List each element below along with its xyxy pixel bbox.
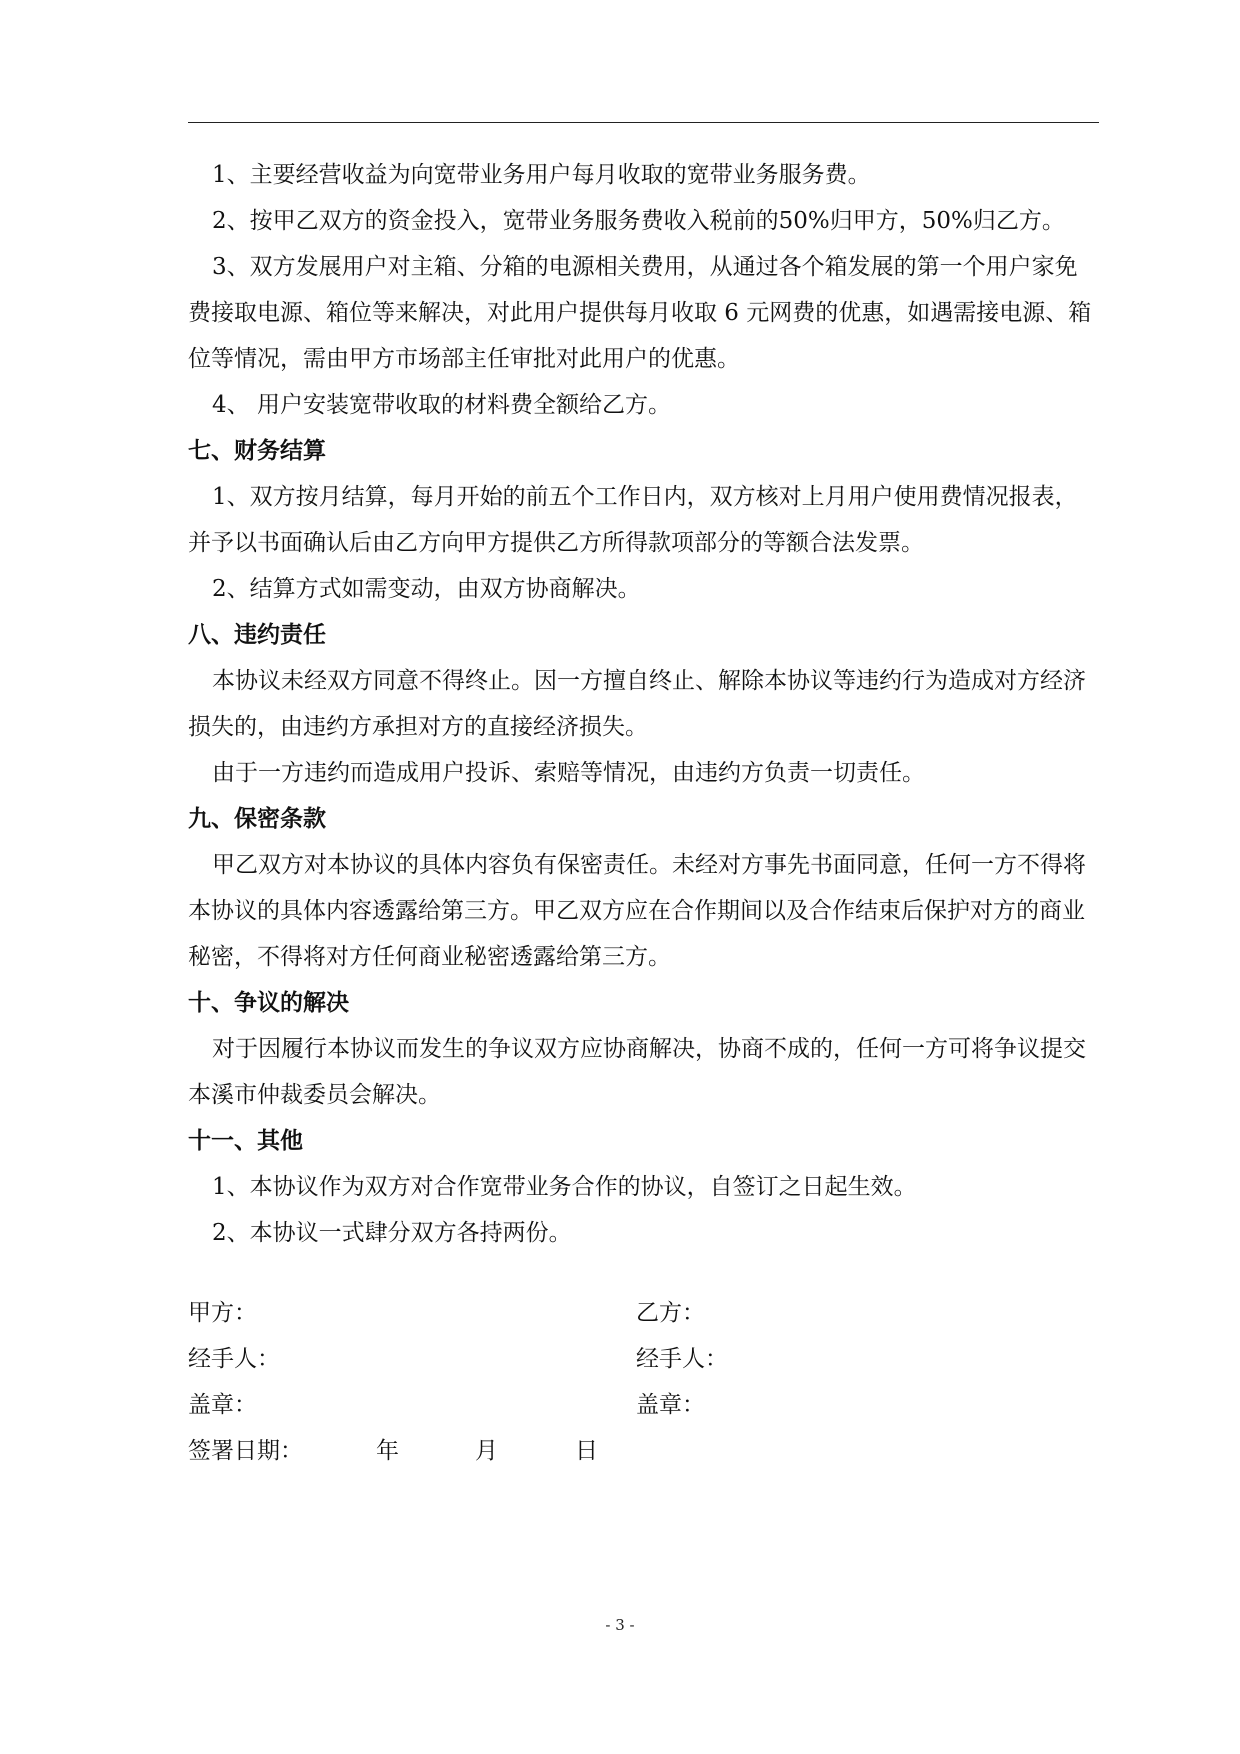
signature-row-seal (188, 1382, 1099, 1428)
page-number: - 3 - (605, 1616, 635, 1634)
revenue-item-4: 4、 用户安装宽带收取的材料费全额给乙方。 (212, 392, 671, 418)
section-heading-confidentiality: 九、保密条款 (188, 806, 326, 832)
date-month: 月 (475, 1438, 498, 1464)
handler-b-label: 经手人： (636, 1346, 728, 1372)
date-year: 年 (376, 1438, 399, 1464)
breach-item-2: 由于一方违约而造成用户投诉、索赔等情况，由违约方负责一切责任。 (212, 760, 925, 786)
revenue-item-3: 3、双方发展用户对主箱、分箱的电源相关费用，从通过各个箱发展的第一个用户家免费接取电源、箱位等来解决，对此用户提供每月收取 6 元网费的优惠，如遇需接电源、箱位等情况，需由甲方市场部主任审批对此用户的优惠。 (188, 254, 1092, 372)
date-label: 签署日期： (188, 1438, 303, 1464)
signature-row-handler (188, 1336, 1099, 1382)
other-item-2: 2、本协议一式肆分双方各持两份。 (212, 1220, 572, 1246)
confidentiality-item-1: 甲乙双方对本协议的具体内容负有保密责任。未经对方事先书面同意，任何一方不得将本协议的具体内容透露给第三方。甲乙双方应在合作期间以及合作结束后保护对方的商业秘密，不得将对方任何商业秘密透露给第三方。 (188, 852, 1086, 970)
breach-item-1: 本协议未经双方同意不得终止。因一方擅自终止、解除本协议等违约行为造成对方经济损失的，由违约方承担对方的直接经济损失。 (188, 668, 1086, 740)
party-a-label: 甲方： (188, 1300, 257, 1326)
signature-date-row (188, 1428, 1099, 1474)
finance-item-2: 2、结算方式如需变动，由双方协商解决。 (212, 576, 641, 602)
party-b-label: 乙方： (636, 1300, 705, 1326)
revenue-item-2: 2、按甲乙双方的资金投入，宽带业务服务费收入税前的50%归甲方，50%归乙方。 (212, 208, 1065, 234)
finance-item-1: 1、双方按月结算，每月开始的前五个工作日内，双方核对上月用户使用费情况报表，并予以书面确认后由乙方向甲方提供乙方所得款项部分的等额合法发票。 (188, 484, 1078, 556)
section-heading-breach: 八、违约责任 (188, 622, 326, 648)
revenue-item-1: 1、主要经营收益为向宽带业务用户每月收取的宽带业务服务费。 (212, 162, 871, 188)
section-heading-other: 十一、其他 (188, 1128, 303, 1154)
signature-row-party (188, 1290, 1099, 1336)
seal-a-label: 盖章： (188, 1392, 257, 1418)
document-body (188, 152, 1099, 1256)
section-heading-finance: 七、财务结算 (188, 438, 326, 464)
dispute-item-1: 对于因履行本协议而发生的争议双方应协商解决，协商不成的，任何一方可将争议提交本溪市仲裁委员会解决。 (188, 1036, 1086, 1108)
handler-a-label: 经手人： (188, 1346, 280, 1372)
header-rule (188, 122, 1099, 123)
section-heading-dispute: 十、争议的解决 (188, 990, 349, 1016)
other-item-1: 1、本协议作为双方对合作宽带业务合作的协议，自签订之日起生效。 (212, 1174, 917, 1200)
seal-b-label: 盖章： (636, 1392, 705, 1418)
date-day: 日 (575, 1438, 598, 1464)
